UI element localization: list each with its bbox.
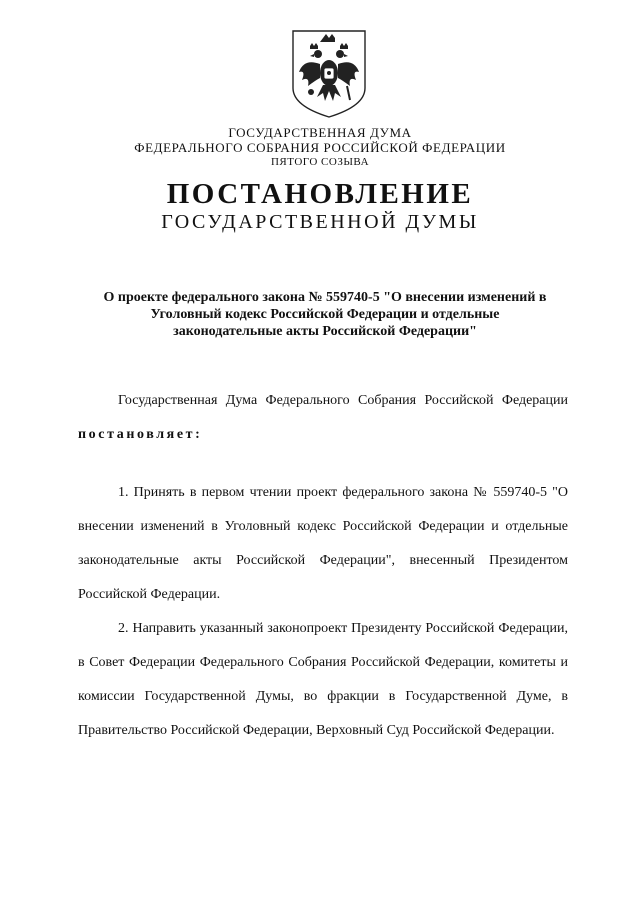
- coat-of-arms-icon: [290, 28, 368, 120]
- preamble-text: Государственная Дума Федерального Собрания Российской Федерации: [118, 393, 568, 408]
- document-subtitle: ГОСУДАРСТВЕННОЙ ДУМЫ: [161, 211, 479, 233]
- org-line-1: ГОСУДАРСТВЕННАЯ ДУМА: [228, 125, 412, 140]
- org-line-2: ФЕДЕРАЛЬНОГО СОБРАНИЯ РОССИЙСКОЙ ФЕДЕРАЦИИ: [134, 140, 506, 155]
- paragraph-1: 1. Принять в первом чтении проект федерального закона № 559740-5 "О внесении изменений в Уголовный кодекс Российской Федерации и отдельные законодательные акты Российской Федерации", внесенный Президентом Российской Федерации.: [78, 485, 568, 602]
- paragraph-2: 2. Направить указанный законопроект Президенту Российской Федерации, в Совет Федерации Федерального Собрания Российской Федерации, комитеты и комиссии Государственной Думы, во фракции в Государственной Думе, в Правительство Российской Федерации, Верховный Суд Российской Федерации.: [78, 621, 568, 738]
- document-subject: О проекте федерального закона № 559740-5 "О внесении изменений в Уголовный кодекс Российской Федерации и отдельные законодательные акты Российской Федерации": [103, 290, 547, 339]
- document-title: ПОСТАНОВЛЕНИЕ: [166, 178, 474, 210]
- preamble-verb: постановляет:: [78, 427, 203, 442]
- org-line-3: ПЯТОГО СОЗЫВА: [270, 156, 370, 168]
- preamble: [78, 384, 568, 452]
